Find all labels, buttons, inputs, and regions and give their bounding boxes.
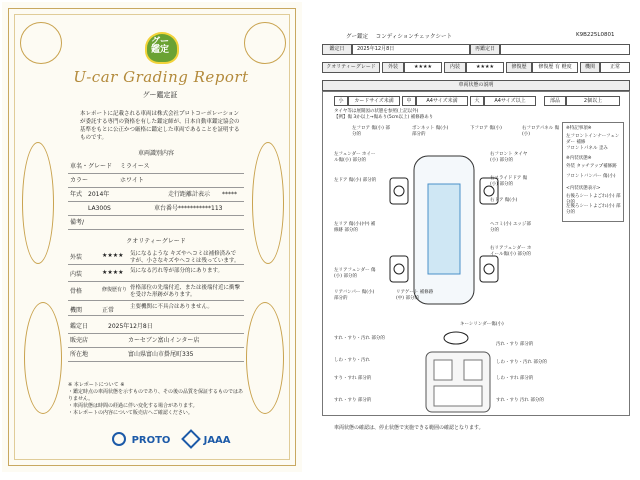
state-title: 車両状態の説明 xyxy=(322,80,630,91)
grade-desc: 気になる汚れ等が部分的にあります。 xyxy=(130,268,224,274)
front-left-wheel-icon xyxy=(390,178,408,204)
date-label: 鑑定日 xyxy=(70,323,89,330)
ornament-swirl-icon xyxy=(252,142,284,264)
note-line: ・本レポートの内容について販売店へご確認ください。 xyxy=(68,410,193,416)
chassis-value: ***********113 xyxy=(178,205,223,212)
notes-line: フロントパネル 歪み xyxy=(566,146,608,151)
damage-callout: 左フロア 傷(小) 部分的 xyxy=(352,126,390,137)
certificate-notes xyxy=(68,382,244,417)
legend-line: タイヤ等は展開図の状態を参照(上記以外) xyxy=(334,109,419,114)
grade-label: 内装 xyxy=(70,271,83,278)
interior-callout: しわ・すり・汚れ 部分的 xyxy=(496,360,547,365)
color-label: カラー xyxy=(70,177,89,184)
car-top-view-diagram xyxy=(384,150,504,310)
note-line: ・車両状態は時間の経過に伴い変化する場合があります。 xyxy=(68,403,198,409)
int-label: 内装 xyxy=(444,62,466,73)
engine-value: 正常 xyxy=(600,62,630,73)
parts-value: 2個以上 xyxy=(566,96,620,106)
car-roof-icon xyxy=(428,184,460,274)
vehicle-model-row xyxy=(68,202,244,216)
interior-callout: すれ・すり 汚れ 部分的 xyxy=(496,398,544,403)
size-medium: 中 xyxy=(402,96,416,106)
color-value: ホワイト xyxy=(120,177,144,184)
appraisal-date-row xyxy=(68,320,244,334)
jaaa-logo-icon xyxy=(181,429,201,449)
damage-callout: 左ドア 傷(小) 部分的 xyxy=(334,178,377,183)
interior-callout: すれ・すり 部分的 xyxy=(334,398,372,403)
parts-label: 部品 xyxy=(544,96,566,106)
grade-label: 骨格 xyxy=(70,288,83,295)
certificate-intro: 本レポートに記載される車両は株式会社プロトコーポレーションが委託する専門の資格を有した鑑定師が、日本自動車鑑定協会の基準をもとに公正かつ厳格に鑑定した車両であることを証明するものです。 xyxy=(80,111,240,141)
grade-stars: ★★★★ xyxy=(102,269,124,276)
dealer-row xyxy=(68,334,244,348)
vehicle-year-row xyxy=(68,188,244,202)
date-value: 2025年12月8日 xyxy=(352,44,470,55)
remarks-label: 備考/ xyxy=(70,219,85,226)
size-medium-desc: A4サイズ未満 xyxy=(416,96,468,106)
notes-title: ※特記事項※ xyxy=(566,126,592,131)
damage-callout: 左リア 傷(小)(中) 補修跡 部分的 xyxy=(334,222,376,233)
damage-callout: 左フェンダー ホイール傷(小) 部分的 xyxy=(334,152,376,163)
jaaa-logo-text: JAAA xyxy=(203,435,231,446)
note-line: ※ 本レポートについて ※ xyxy=(68,382,125,388)
proto-logo-icon xyxy=(112,432,126,446)
grade-stars: ★★★★ xyxy=(102,252,124,259)
quality-label: クオリティーグレード xyxy=(322,62,380,73)
sheet-brand: グー鑑定 xyxy=(346,34,369,40)
frame-label: 修復歴 xyxy=(506,62,532,73)
note-line: ・鑑定時点の車両状態を示すものであり、その後の品質を保証するものではありません。 xyxy=(68,389,244,402)
damage-callout: 右フロアパネル 傷(小) xyxy=(522,126,560,137)
size-large-desc: A4サイズ以上 xyxy=(484,96,536,106)
front-left-seat-icon xyxy=(434,360,452,380)
int-value: ★★★★ xyxy=(466,62,504,73)
ornament-swirl-icon xyxy=(244,22,286,64)
logo-area xyxy=(112,428,252,447)
name-value: ミライース xyxy=(120,163,150,170)
grade-desc: 気になるような キズやヘコミは補修済みですが、小さなキズやヘコミは残っています。 xyxy=(130,251,240,264)
grade-row-interior xyxy=(68,265,244,282)
damage-callout: リアバンパー 傷(小) 部分的 xyxy=(334,290,375,301)
damage-callout: 左リアフェンダー 傷(小) 部分的 xyxy=(334,268,376,279)
frame-value: 修復歴 有 軽度 xyxy=(532,62,578,73)
front-right-seat-icon xyxy=(464,360,482,380)
grade-desc: 骨格部位の先端付近、または後端付近に衝撃を受けた形跡があります。 xyxy=(130,285,241,298)
model-value: LA300S xyxy=(88,205,111,212)
ornament-swirl-icon xyxy=(22,142,54,264)
legend-line: 【例】傷 3か以上→傷あり(5cm以上) 補修跡あり xyxy=(334,115,434,120)
reappraisal-label: 再鑑定日 xyxy=(470,44,500,55)
date-label: 鑑定日 xyxy=(322,44,352,55)
certificate-title: U-car Grading Report xyxy=(73,68,249,86)
ornament-swirl-icon xyxy=(24,302,62,414)
interior-callout: 汚れ・すり 部分的 xyxy=(496,342,534,347)
sheet-footer: 車両状態の確認は、停止状態で実施できる範囲の確認となります。 xyxy=(334,425,484,431)
size-small: 小 xyxy=(334,96,348,106)
grade-row-engine xyxy=(68,301,244,316)
vehicle-section-title: 車両識別内容 xyxy=(137,150,174,157)
address-row xyxy=(68,348,244,362)
dealer-value: カーセブン富山インター店 xyxy=(128,337,200,344)
damage-callout: 右フロント タイヤ(小) 部分的 xyxy=(490,152,528,163)
mileage-label: 走行距離計表示 xyxy=(168,191,211,198)
size-small-desc: カードサイズ未満 xyxy=(348,96,400,106)
name-label: 車名・グレード xyxy=(70,163,113,170)
quality-section-title: クオリティーグレード xyxy=(126,238,186,245)
dealer-label: 販売店 xyxy=(70,337,89,344)
vehicle-name-row xyxy=(68,160,244,174)
interior-callout: しわ・すれ 部分的 xyxy=(496,376,534,381)
interior-callout: すれ・すり・汚れ 部分的 xyxy=(334,336,385,341)
damage-callout: リアゲート 補修跡(中) 部分的 xyxy=(396,290,434,301)
damage-callout: キーシリンダー傷(小) xyxy=(460,322,504,327)
rear-right-wheel-icon xyxy=(480,256,498,282)
size-large: 大 xyxy=(470,96,484,106)
ext-value: ★★★★ xyxy=(404,62,442,73)
ext-label: 外装 xyxy=(382,62,404,73)
grade-desc: 主要機関に不具合はありません。 xyxy=(130,304,213,310)
address-value: 富山県富山市掛尾町335 xyxy=(128,351,194,358)
grade-row-frame xyxy=(68,282,244,301)
grade-row-exterior xyxy=(68,248,244,265)
vehicle-color-row xyxy=(68,174,244,188)
damage-callout: 右スライドドア 傷(小) 部分的 xyxy=(490,176,528,187)
address-label: 所在地 xyxy=(70,351,89,358)
interior-callout: しわ・すり・汚れ xyxy=(334,358,370,363)
remarks-row xyxy=(68,216,244,230)
sheet-code: K9B225L0801 xyxy=(576,32,615,38)
certificate-subtitle: グー鑑定証 xyxy=(142,91,178,99)
reappraisal-value xyxy=(500,44,630,55)
rear-seat-icon xyxy=(434,386,482,406)
interior-diagram xyxy=(408,330,508,414)
notes-line: 外装 タッチアップ補修跡 xyxy=(566,164,617,169)
notes-line: フロントバンパー 傷(小) xyxy=(566,174,616,179)
chassis-label: 車台番号 xyxy=(154,205,179,212)
grade-stars: 修復歴有り xyxy=(102,287,128,293)
ornament-swirl-icon xyxy=(246,302,284,414)
grade-stars: 正常 xyxy=(102,307,115,314)
sheet-header-left xyxy=(346,32,452,40)
interior-line: 右後ろシートよごれ(小) 部分的 xyxy=(566,194,621,205)
damage-callout: 右ドア 傷(小) xyxy=(490,198,518,203)
damage-callout: ヘコミ(小) エッジ部分的 xyxy=(490,222,531,233)
sheet-title: コンディションチェックシート xyxy=(375,34,453,40)
mileage-value: ***** xyxy=(222,191,237,198)
interior-callout: すり・すれ 部分的 xyxy=(334,376,372,381)
steering-wheel-icon xyxy=(444,332,468,344)
damage-callout: ボンネット 傷(小) 部分的 xyxy=(412,126,449,137)
notes-line: ※内装状態※ xyxy=(566,156,592,161)
proto-logo-text: PROTO xyxy=(131,435,171,446)
engine-label: 機関 xyxy=(580,62,600,73)
damage-callout: 下フロア 傷(小) xyxy=(470,126,502,131)
damage-callout: 右リアフェンダー ホイール傷(小) 部分的 xyxy=(490,246,532,257)
badge-text: グー 鑑定 xyxy=(150,37,169,55)
date-value: 2025年12月8日 xyxy=(108,323,153,330)
grade-label: 外装 xyxy=(70,254,83,261)
notes-line: 左フロントインナーフェンダー 補修 xyxy=(566,134,620,145)
rear-left-wheel-icon xyxy=(390,256,408,282)
year-label: 年式 xyxy=(70,191,83,198)
ornament-swirl-icon xyxy=(20,22,62,64)
interior-line: 左後ろシートよごれ(小) 部分的 xyxy=(566,204,621,215)
condition-check-sheet xyxy=(312,0,640,480)
interior-title: <内装状態表示> xyxy=(566,186,601,191)
year-value: 2014年 xyxy=(88,191,110,198)
grade-label: 機関 xyxy=(70,307,83,314)
grading-certificate xyxy=(2,2,302,472)
